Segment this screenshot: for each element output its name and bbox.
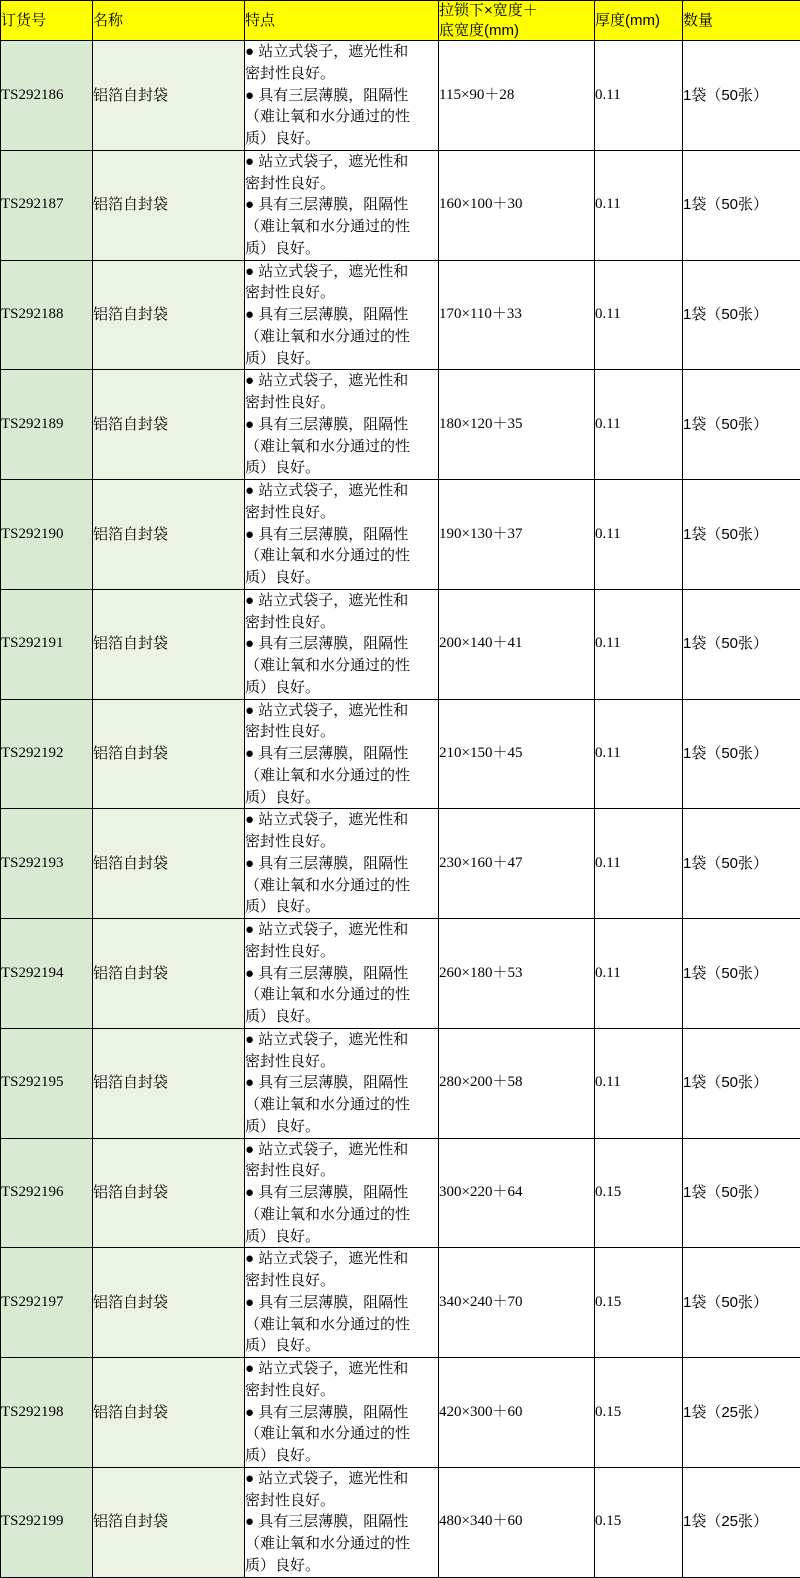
feature-line: ● 站立式袋子，遮光性和 (245, 919, 438, 941)
column-header-order-code: 订货号 (1, 1, 93, 41)
cell-size: 340×240＋70 (439, 1248, 595, 1358)
cell-quantity: 1袋（50张） (683, 1138, 800, 1248)
feature-line: ● 具有三层薄膜，阻隔性 (245, 633, 438, 655)
cell-product-name: 铝箔自封袋 (93, 1358, 245, 1468)
cell-quantity: 1袋（50张） (683, 589, 800, 699)
feature-line: 密封性良好。 (245, 392, 438, 414)
header-row (1, 1, 800, 41)
cell-order-code: TS292196 (1, 1138, 93, 1248)
cell-quantity: 1袋（50张） (683, 809, 800, 919)
table-row (1, 41, 800, 151)
cell-thickness: 0.11 (595, 480, 683, 590)
cell-size: 200×140＋41 (439, 589, 595, 699)
feature-line: （难让氧和水分通过的性 (245, 875, 438, 897)
feature-line: ● 站立式袋子，遮光性和 (245, 1139, 438, 1161)
cell-product-name: 铝箔自封袋 (93, 150, 245, 260)
cell-product-name: 铝箔自封袋 (93, 1248, 245, 1358)
cell-features (245, 260, 439, 370)
cell-thickness: 0.11 (595, 919, 683, 1029)
feature-line: 质）良好。 (245, 787, 438, 809)
cell-features (245, 150, 439, 260)
cell-product-name: 铝箔自封袋 (93, 1467, 245, 1577)
table-row (1, 699, 800, 809)
cell-size: 480×340＋60 (439, 1467, 595, 1577)
table-body (1, 41, 800, 1578)
table-row (1, 1138, 800, 1248)
feature-line: 密封性良好。 (245, 282, 438, 304)
cell-order-code: TS292186 (1, 41, 93, 151)
feature-line: （难让氧和水分通过的性 (245, 1204, 438, 1226)
feature-line: （难让氧和水分通过的性 (245, 1423, 438, 1445)
cell-order-code: TS292191 (1, 589, 93, 699)
feature-line: 密封性良好。 (245, 721, 438, 743)
column-header-quantity: 数量 (683, 1, 800, 41)
table-row (1, 370, 800, 480)
cell-product-name: 铝箔自封袋 (93, 699, 245, 809)
cell-product-name: 铝箔自封袋 (93, 480, 245, 590)
cell-size: 280×200＋58 (439, 1028, 595, 1138)
cell-order-code: TS292192 (1, 699, 93, 809)
table-row (1, 1028, 800, 1138)
feature-line: 密封性良好。 (245, 1270, 438, 1292)
feature-line: 质）良好。 (245, 1226, 438, 1248)
cell-quantity: 1袋（50张） (683, 41, 800, 151)
cell-thickness: 0.15 (595, 1248, 683, 1358)
table-header (1, 1, 800, 41)
table-row (1, 480, 800, 590)
cell-size: 300×220＋64 (439, 1138, 595, 1248)
cell-features (245, 1028, 439, 1138)
cell-features (245, 1248, 439, 1358)
cell-order-code: TS292189 (1, 370, 93, 480)
cell-quantity: 1袋（50张） (683, 699, 800, 809)
feature-line: 质）良好。 (245, 567, 438, 589)
cell-size: 180×120＋35 (439, 370, 595, 480)
feature-line: 密封性良好。 (245, 1380, 438, 1402)
cell-quantity: 1袋（50张） (683, 260, 800, 370)
cell-order-code: TS292195 (1, 1028, 93, 1138)
feature-line: 密封性良好。 (245, 941, 438, 963)
feature-line: （难让氧和水分通过的性 (245, 765, 438, 787)
feature-line: ● 站立式袋子，遮光性和 (245, 370, 438, 392)
feature-line: 密封性良好。 (245, 173, 438, 195)
cell-thickness: 0.11 (595, 370, 683, 480)
cell-product-name: 铝箔自封袋 (93, 1028, 245, 1138)
feature-line: ● 站立式袋子，遮光性和 (245, 1248, 438, 1270)
cell-size: 160×100＋30 (439, 150, 595, 260)
cell-order-code: TS292197 (1, 1248, 93, 1358)
cell-order-code: TS292194 (1, 919, 93, 1029)
cell-quantity: 1袋（50张） (683, 1248, 800, 1358)
feature-line: 质）良好。 (245, 128, 438, 150)
cell-quantity: 1袋（50张） (683, 370, 800, 480)
cell-features (245, 480, 439, 590)
feature-line: （难让氧和水分通过的性 (245, 326, 438, 348)
cell-product-name: 铝箔自封袋 (93, 589, 245, 699)
feature-line: ● 具有三层薄膜，阻隔性 (245, 1072, 438, 1094)
feature-line: 密封性良好。 (245, 1490, 438, 1512)
feature-line: 密封性良好。 (245, 831, 438, 853)
feature-line: （难让氧和水分通过的性 (245, 984, 438, 1006)
feature-line: 密封性良好。 (245, 1051, 438, 1073)
cell-product-name: 铝箔自封袋 (93, 260, 245, 370)
feature-line: ● 站立式袋子，遮光性和 (245, 480, 438, 502)
cell-features (245, 1138, 439, 1248)
cell-size: 230×160＋47 (439, 809, 595, 919)
feature-line: （难让氧和水分通过的性 (245, 216, 438, 238)
feature-line: 密封性良好。 (245, 63, 438, 85)
table-row (1, 919, 800, 1029)
cell-quantity: 1袋（25张） (683, 1467, 800, 1577)
cell-quantity: 1袋（50张） (683, 1028, 800, 1138)
cell-order-code: TS292188 (1, 260, 93, 370)
cell-product-name: 铝箔自封袋 (93, 809, 245, 919)
cell-features (245, 699, 439, 809)
feature-line: ● 具有三层薄膜，阻隔性 (245, 1402, 438, 1424)
column-header-name: 名称 (93, 1, 245, 41)
feature-line: 密封性良好。 (245, 612, 438, 634)
feature-line: ● 具有三层薄膜，阻隔性 (245, 304, 438, 326)
feature-line: 质）良好。 (245, 896, 438, 918)
cell-product-name: 铝箔自封袋 (93, 919, 245, 1029)
feature-line: （难让氧和水分通过的性 (245, 436, 438, 458)
cell-features (245, 370, 439, 480)
cell-size: 210×150＋45 (439, 699, 595, 809)
cell-features (245, 809, 439, 919)
table-row (1, 1467, 800, 1577)
cell-size: 260×180＋53 (439, 919, 595, 1029)
feature-line: （难让氧和水分通过的性 (245, 655, 438, 677)
table-row (1, 1358, 800, 1468)
feature-line: （难让氧和水分通过的性 (245, 106, 438, 128)
cell-thickness: 0.15 (595, 1467, 683, 1577)
cell-order-code: TS292193 (1, 809, 93, 919)
feature-line: （难让氧和水分通过的性 (245, 1314, 438, 1336)
cell-thickness: 0.11 (595, 260, 683, 370)
feature-line: （难让氧和水分通过的性 (245, 1094, 438, 1116)
feature-line: ● 具有三层薄膜，阻隔性 (245, 194, 438, 216)
column-header-thickness: 厚度(mm) (595, 1, 683, 41)
feature-line: ● 具有三层薄膜，阻隔性 (245, 743, 438, 765)
feature-line: ● 站立式袋子，遮光性和 (245, 590, 438, 612)
feature-line: （难让氧和水分通过的性 (245, 545, 438, 567)
cell-thickness: 0.11 (595, 1028, 683, 1138)
feature-line: ● 具有三层薄膜，阻隔性 (245, 963, 438, 985)
cell-product-name: 铝箔自封袋 (93, 41, 245, 151)
cell-thickness: 0.15 (595, 1138, 683, 1248)
feature-line: 质）良好。 (245, 677, 438, 699)
feature-line: ● 具有三层薄膜，阻隔性 (245, 414, 438, 436)
cell-order-code: TS292187 (1, 150, 93, 260)
feature-line: 质）良好。 (245, 238, 438, 260)
cell-features (245, 41, 439, 151)
cell-thickness: 0.11 (595, 150, 683, 260)
cell-size: 420×300＋60 (439, 1358, 595, 1468)
column-header-features: 特点 (245, 1, 439, 41)
column-header-size-line1: 拉锁下×宽度＋ (439, 1, 594, 21)
cell-features (245, 919, 439, 1029)
feature-line: 质）良好。 (245, 1006, 438, 1028)
feature-line: ● 具有三层薄膜，阻隔性 (245, 85, 438, 107)
cell-quantity: 1袋（50张） (683, 480, 800, 590)
table-row (1, 150, 800, 260)
cell-features (245, 589, 439, 699)
table-row (1, 1248, 800, 1358)
cell-thickness: 0.11 (595, 41, 683, 151)
feature-line: 质）良好。 (245, 1335, 438, 1357)
cell-size: 170×110＋33 (439, 260, 595, 370)
feature-line: ● 站立式袋子，遮光性和 (245, 809, 438, 831)
feature-line: 质）良好。 (245, 1116, 438, 1138)
cell-thickness: 0.11 (595, 589, 683, 699)
cell-thickness: 0.15 (595, 1358, 683, 1468)
table-row (1, 589, 800, 699)
feature-line: 质）良好。 (245, 1445, 438, 1467)
cell-order-code: TS292190 (1, 480, 93, 590)
feature-line: 密封性良好。 (245, 502, 438, 524)
cell-quantity: 1袋（50张） (683, 919, 800, 1029)
cell-product-name: 铝箔自封袋 (93, 370, 245, 480)
cell-size: 115×90＋28 (439, 41, 595, 151)
feature-line: 质）良好。 (245, 348, 438, 370)
feature-line: （难让氧和水分通过的性 (245, 1533, 438, 1555)
cell-thickness: 0.11 (595, 809, 683, 919)
table-row (1, 809, 800, 919)
column-header-size-line2: 底宽度(mm) (439, 21, 594, 41)
feature-line: ● 站立式袋子，遮光性和 (245, 1029, 438, 1051)
feature-line: ● 具有三层薄膜，阻隔性 (245, 853, 438, 875)
cell-order-code: TS292198 (1, 1358, 93, 1468)
feature-line: ● 站立式袋子，遮光性和 (245, 1358, 438, 1380)
feature-line: ● 具有三层薄膜，阻隔性 (245, 524, 438, 546)
cell-features (245, 1467, 439, 1577)
cell-quantity: 1袋（50张） (683, 150, 800, 260)
feature-line: ● 站立式袋子，遮光性和 (245, 41, 438, 63)
feature-line: ● 站立式袋子，遮光性和 (245, 1468, 438, 1490)
feature-line: 质）良好。 (245, 1555, 438, 1577)
feature-line: ● 站立式袋子，遮光性和 (245, 151, 438, 173)
cell-thickness: 0.11 (595, 699, 683, 809)
feature-line: ● 具有三层薄膜，阻隔性 (245, 1182, 438, 1204)
cell-quantity: 1袋（25张） (683, 1358, 800, 1468)
cell-order-code: TS292199 (1, 1467, 93, 1577)
feature-line: 密封性良好。 (245, 1160, 438, 1182)
cell-features (245, 1358, 439, 1468)
column-header-size (439, 1, 595, 41)
cell-product-name: 铝箔自封袋 (93, 1138, 245, 1248)
feature-line: ● 站立式袋子，遮光性和 (245, 700, 438, 722)
cell-size: 190×130＋37 (439, 480, 595, 590)
feature-line: ● 站立式袋子，遮光性和 (245, 261, 438, 283)
feature-line: 质）良好。 (245, 457, 438, 479)
table-row (1, 260, 800, 370)
feature-line: ● 具有三层薄膜，阻隔性 (245, 1511, 438, 1533)
feature-line: ● 具有三层薄膜，阻隔性 (245, 1292, 438, 1314)
